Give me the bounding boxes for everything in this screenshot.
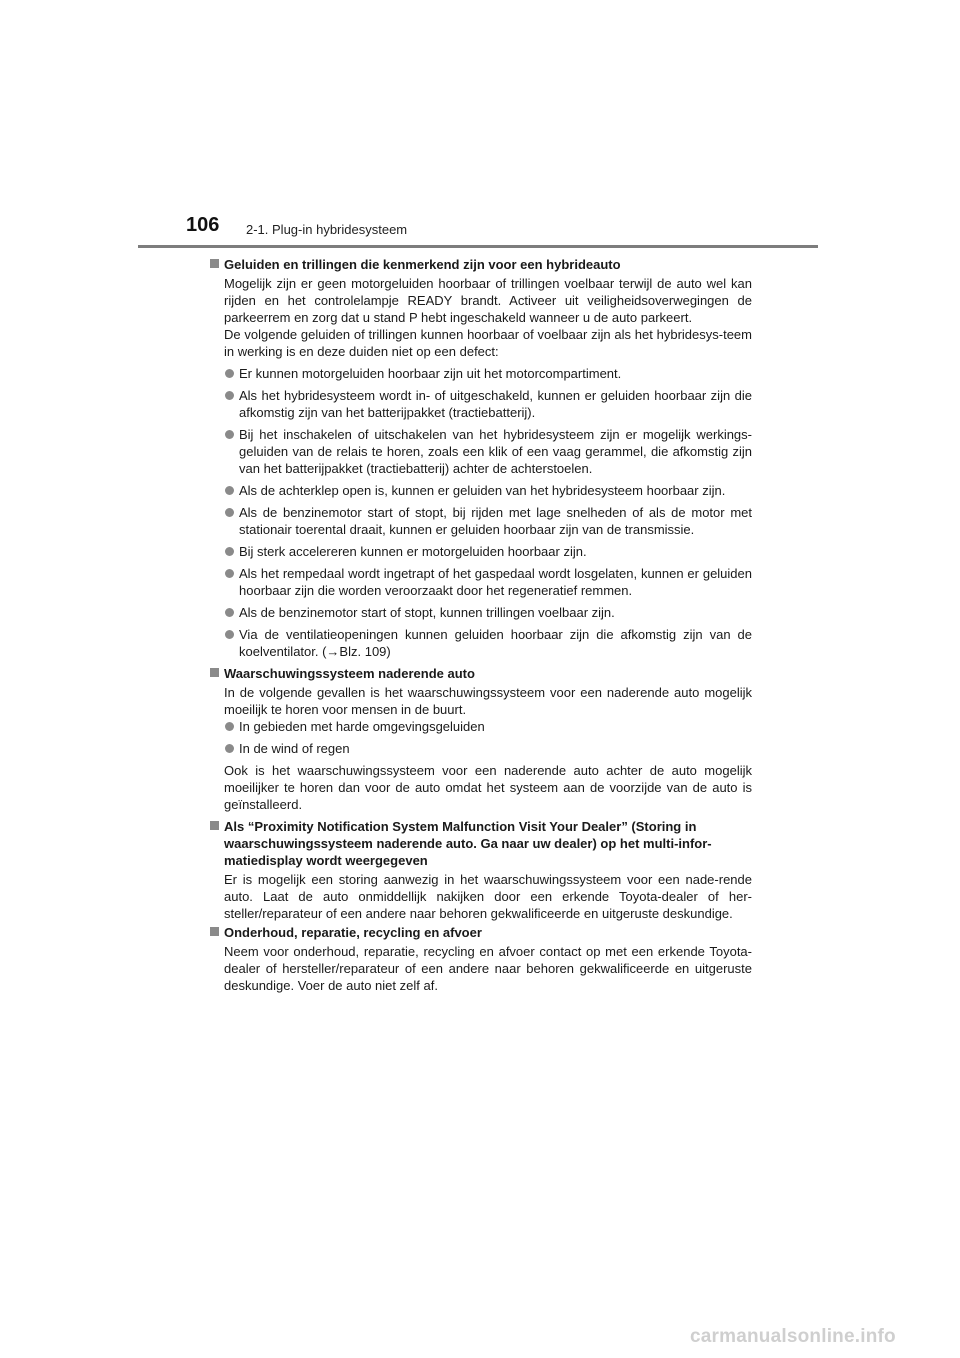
bullet-text: Als de benzinemotor start of stopt, kunnen trillingen voelbaar zijn.: [239, 605, 615, 620]
round-bullet-icon: [225, 391, 234, 400]
page-content: [208, 256, 752, 996]
paragraph: De volgende geluiden of trillingen kunnen hoorbaar of voelbaar zijn als het hybridesys-teem in werking is en deze duiden niet op een defect:: [224, 327, 752, 359]
square-bullet-icon: [210, 821, 219, 830]
bullet-text: In gebieden met harde omgevingsgeluiden: [239, 719, 485, 734]
bullet-text: Als de benzinemotor start of stopt, bij rijden met lage snelheden of als de motor met stationair toerental draait, kunnen er geluiden hoorbaar zijn van de transmissie.: [239, 505, 752, 537]
paragraph: In de volgende gevallen is het waarschuwingssysteem voor een naderende auto mogelijk moeilijk te horen voor mensen in de buurt.: [224, 685, 752, 717]
square-bullet-icon: [210, 259, 219, 268]
paragraph: Mogelijk zijn er geen motorgeluiden hoorbaar of trillingen voelbaar terwijl de auto wel kan rijden en het controlelampje READY brandt. Activeer uit veiligheidsoverwegingen de parkeerrem en zorg dat u stand P hebt ingeschakeld wanneer u de auto parkeert.: [224, 276, 752, 325]
page-number: 106: [186, 214, 220, 236]
square-bullet-icon: [210, 668, 219, 677]
bullet-item: [208, 718, 752, 735]
block-heading: [208, 924, 752, 941]
bullet-text: Er kunnen motorgeluiden hoorbaar zijn uit het motorcompartiment.: [239, 366, 622, 381]
paragraph: Er is mogelijk een storing aanwezig in het waarschuwingssysteem voor een nade-rende auto. Laat de auto onmiddellijk nakijken door een erkende Toyota-dealer of her-steller/reparateur of een andere naar behoren gekwalificeerde en uitgeruste deskundige.: [224, 872, 752, 921]
block-heading: [208, 665, 752, 682]
round-bullet-icon: [225, 608, 234, 617]
round-bullet-icon: [225, 486, 234, 495]
bullet-item: [208, 626, 752, 660]
block-heading-text: Onderhoud, reparatie, recycling en afvoer: [224, 925, 482, 940]
bullet-text: Als het hybridesysteem wordt in- of uitgeschakeld, kunnen er geluiden hoorbaar zijn die afkomstig zijn van het batterijpakket (tractiebatterij).: [239, 388, 752, 420]
bullet-item: [208, 565, 752, 599]
bullet-item: [208, 482, 752, 499]
section-block: [208, 924, 752, 994]
bullet-item: [208, 740, 752, 757]
bullet-item: [208, 426, 752, 477]
round-bullet-icon: [225, 722, 234, 731]
section-title: 2-1. Plug-in hybridesysteem: [246, 222, 408, 237]
paragraph: Ook is het waarschuwingssysteem voor een naderende auto achter de auto mogelijk moeilijker te horen dan voor de auto omdat het systeem aan de voorzijde van de auto is geïnstalleerd.: [224, 763, 752, 812]
block-heading-text: Waarschuwingssysteem naderende auto: [224, 666, 475, 681]
bullet-item: [208, 504, 752, 538]
bullet-item: [208, 604, 752, 621]
round-bullet-icon: [225, 744, 234, 753]
round-bullet-icon: [225, 430, 234, 439]
section-block: [208, 818, 752, 922]
bullet-text: Via de ventilatieopeningen kunnen geluiden hoorbaar zijn die afkomstig zijn van de koelventilator. (→Blz. 109): [239, 627, 752, 659]
block-heading-text: Geluiden en trillingen die kenmerkend zijn voor een hybrideauto: [224, 257, 621, 272]
round-bullet-icon: [225, 569, 234, 578]
round-bullet-icon: [225, 369, 234, 378]
watermark: carmanualsonline.info: [690, 1326, 896, 1347]
round-bullet-icon: [225, 508, 234, 517]
block-heading-text: Als “Proximity Notification System Malfunction Visit Your Dealer” (Storing in waarschuwingssysteem naderende auto. Ga naar uw dealer) op het multi-infor-matiedisplay wordt weergegeven: [224, 819, 712, 868]
bullet-item: [208, 365, 752, 382]
round-bullet-icon: [225, 630, 234, 639]
bullet-text: In de wind of regen: [239, 741, 350, 756]
bullet-text: Als het rempedaal wordt ingetrapt of het gaspedaal wordt losgelaten, kunnen er geluiden hoorbaar zijn die worden veroorzaakt door het regeneratief remmen.: [239, 566, 752, 598]
bullet-text: Als de achterklep open is, kunnen er geluiden van het hybridesysteem hoorbaar zijn.: [239, 483, 726, 498]
bullet-text: Bij sterk accelereren kunnen er motorgeluiden hoorbaar zijn.: [239, 544, 587, 559]
bullet-item: [208, 387, 752, 421]
section-block: [208, 256, 752, 660]
bullet-item: [208, 543, 752, 560]
block-heading: [208, 256, 752, 273]
header-rule: [138, 245, 818, 248]
round-bullet-icon: [225, 547, 234, 556]
bullet-text: Bij het inschakelen of uitschakelen van het hybridesysteem zijn er mogelijk werkings-geluiden van de relais te horen, zoals een klik of een vaag gerammel, die afkomstig zijn van het batterijpakket (tractiebatterij) achter de achterstoelen.: [239, 427, 752, 476]
block-heading: [208, 818, 752, 869]
section-block: [208, 665, 752, 813]
paragraph: Neem voor onderhoud, reparatie, recycling en afvoer contact op met een erkende Toyota-dealer of hersteller/reparateur of een andere naar behoren gekwalificeerde en uitgeruste deskundige. Voer de auto niet zelf af.: [224, 944, 752, 993]
square-bullet-icon: [210, 927, 219, 936]
